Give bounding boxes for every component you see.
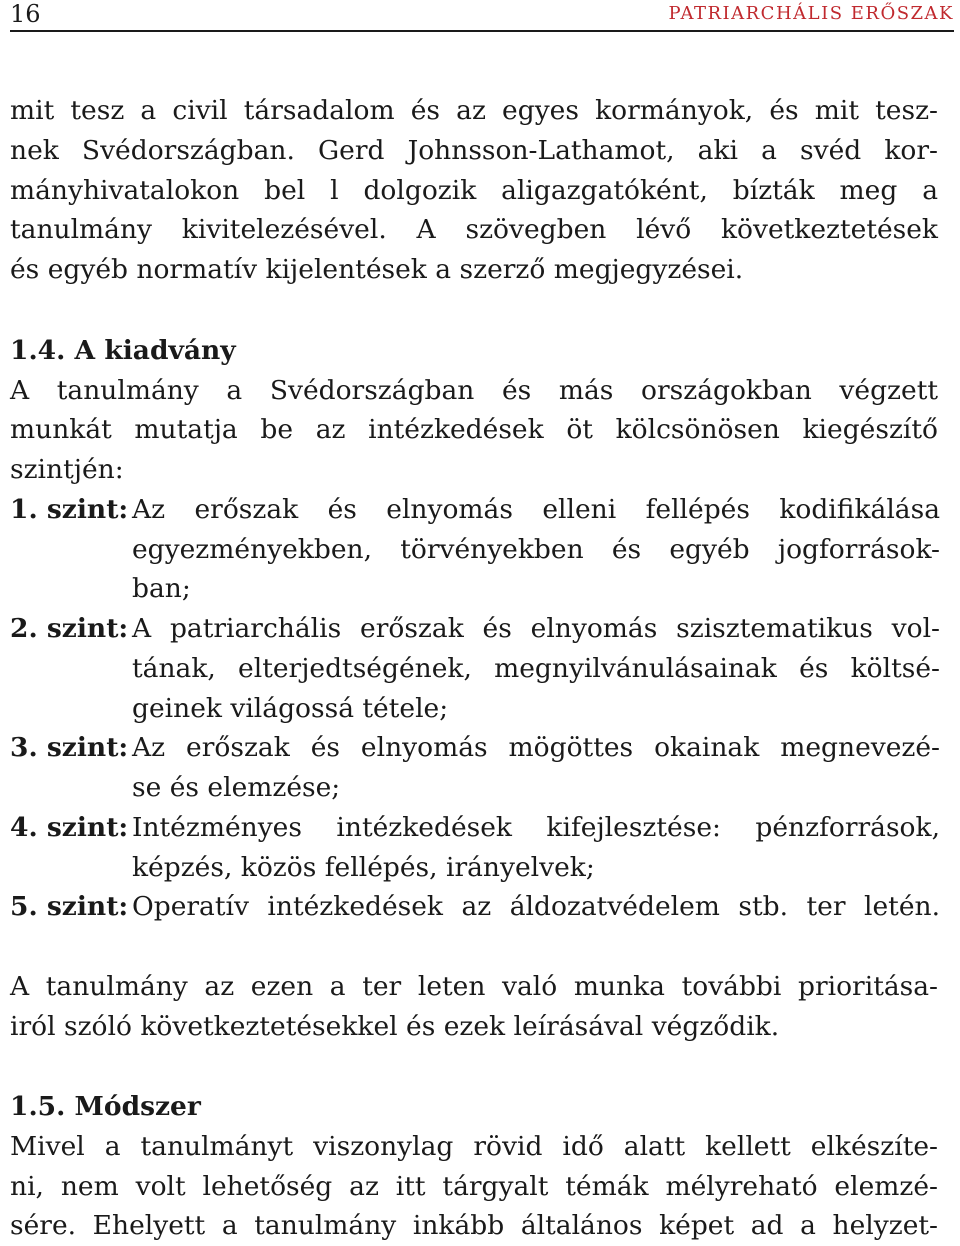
paragraph-line: tanulmány kivitelezésével. A szövegben lévő következtetések [10,214,938,245]
level-label: 4. szint: [10,812,129,843]
paragraph-line: Mivel a tanulmányt viszonylag rövid idő alatt kellett elkészíte- [10,1131,938,1162]
level-text-line: képzés, közös fellépés, irányelvek; [132,852,595,883]
level-text-line: A patriarchális erőszak és elnyomás szisztematikus vol- [132,613,940,644]
paragraph-line: és egyéb normatív kijelentések a szerző megjegyzései. [10,254,744,285]
paragraph-line: mányhivatalokon bel l dolgozik aligazgatóként, bízták meg a [10,175,938,206]
paragraph-line: mit tesz a civil társadalom és az egyes kormányok, és mit tesz- [10,95,938,126]
paragraph-line: ni, nem volt lehetőség az itt tárgyalt témák mélyreható elemzé- [10,1171,938,1202]
paragraph-line: sére. Ehelyett a tanulmány inkább általános képet ad a helyzet- [10,1210,938,1241]
page-number: 16 [10,0,41,28]
level-text-line: Az erőszak és elnyomás elleni fellépés kodifikálása [132,494,940,525]
paragraph-line: A tanulmány az ezen a ter leten való munka további prioritása- [10,971,938,1002]
level-text-line: Az erőszak és elnyomás mögöttes okainak megnevezé- [132,732,940,763]
running-header [10,0,954,32]
level-text-line: se és elemzése; [132,772,341,803]
paragraph-line: nek Svédországban. Gerd Johnsson-Lathamot, aki a svéd kor- [10,135,938,166]
level-label: 1. szint: [10,494,129,525]
section-heading: 1.5. Módszer [10,1091,201,1122]
level-label: 3. szint: [10,732,129,763]
level-label: 5. szint: [10,891,129,922]
level-text-line: ban; [132,573,191,604]
running-title: PATRIARCHÁLIS ERŐSZAK [668,3,954,24]
level-text-line: geinek világossá tétele; [132,693,449,724]
paragraph-line: iról szóló következtetésekkel és ezek leírásával végződik. [10,1011,780,1042]
level-text-line: Operatív intézkedések az áldozatvédelem stb. ter letén. [132,891,940,922]
level-text-line: egyezményekben, törvényekben és egyéb jogforrások- [132,534,940,565]
paragraph-line: munkát mutatja be az intézkedések öt kölcsönösen kiegészítő [10,414,938,445]
section-heading: 1.4. A kiadvány [10,335,236,366]
paragraph-line: A tanulmány a Svédországban és más országokban végzett [10,375,938,406]
paragraph-line: szintjén: [10,454,124,485]
level-text-line: tának, elterjedtségének, megnyilvánulásainak és költsé- [132,653,940,684]
level-text-line: Intézményes intézkedések kifejlesztése: pénzforrások, [132,812,940,843]
level-label: 2. szint: [10,613,129,644]
